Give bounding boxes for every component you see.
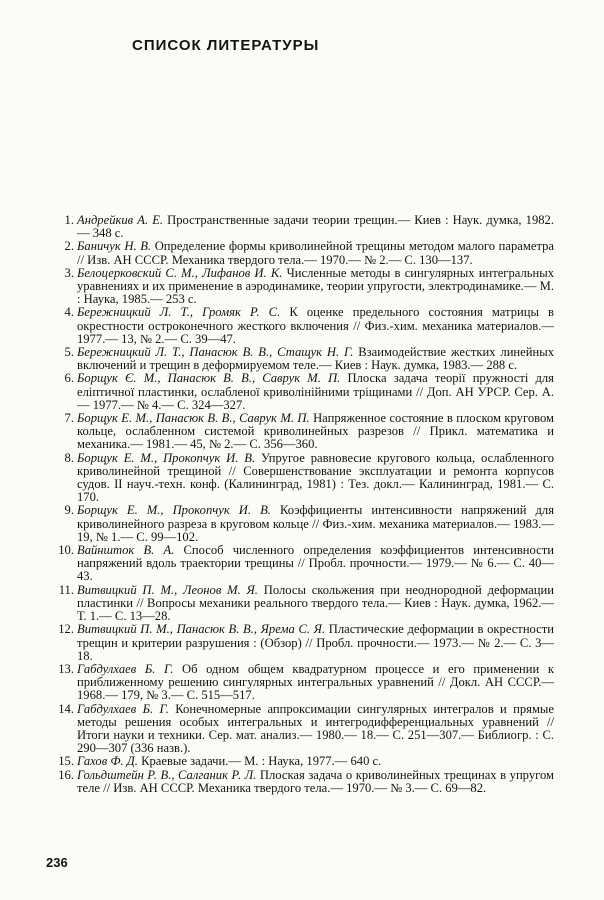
reference-item <box>58 214 554 240</box>
reference-text: Коэффициенты интенсивности напряжений для криволинейного разреза в круговом кольце // Физ.-хим. механика материалов.— 1983.— 19, № 1.— С. 99—102. <box>77 503 555 544</box>
reference-item <box>58 240 554 266</box>
reference-authors: Витвицкий П. М., Леонов М. Я. <box>77 582 258 597</box>
reference-number: 3. <box>64 265 74 280</box>
reference-item <box>58 703 554 756</box>
reference-number: 5. <box>64 345 74 360</box>
reference-number: 13. <box>58 661 74 676</box>
reference-authors: Борщук Е. М., Прокопчук И. В. <box>77 450 256 465</box>
reference-authors: Габдулхаев Б. Г. <box>77 661 174 676</box>
reference-authors: Баничук Н. В. <box>77 239 152 254</box>
page-number: 236 <box>46 855 68 870</box>
reference-number: 12. <box>58 622 74 637</box>
reference-list <box>58 214 554 795</box>
reference-text: Краевые задачи.— М. : Наука, 1977.— 640 с. <box>141 754 382 769</box>
reference-number: 14. <box>58 701 74 716</box>
reference-number: 16. <box>58 767 74 782</box>
reference-authors: Андрейкив А. Е. <box>77 213 164 227</box>
reference-number: 7. <box>64 411 74 426</box>
reference-authors: Бережницкий Л. Т., Панасюк В. В., Стащук Н. Г. <box>77 345 354 360</box>
reference-text: Пространственные задачи теории трещин.— Киев : Наук. думка, 1982.— 348 с. <box>77 213 554 241</box>
reference-text: Взаимодействие жестких линейных включений и трещин в деформируемом теле.— Киев : Наук. думка, 1983.— 288 с. <box>77 345 554 373</box>
reference-number: 11. <box>58 582 74 597</box>
reference-text: К оценке предельного состояния матрицы в окрестности остроконечного жесткого включения // Физ.-хим. механика материалов.— 1977.— 13, № 2.— С. 39—47. <box>77 305 554 346</box>
reference-number: 10. <box>58 543 74 558</box>
reference-number: 2. <box>64 239 74 254</box>
reference-number: 1. <box>64 213 74 227</box>
reference-text: Конечномерные аппроксимации сингулярных интегралов и прямые методы решения особых интегральных и интегродифференциальных уравнений // Итоги науки и техники. Сер. мат. анализ.— 1980.— 18.— С. 251—307.— Библиогр. : С. 290—307 (336 назв.). <box>77 701 554 756</box>
reference-item <box>58 584 554 624</box>
reference-text: Численные методы в сингулярных интегральных уравнениях и их применение в аэродинамике, теории упругости, электродинамике.— М. : Наука, 1985.— 253 с. <box>77 265 555 307</box>
reference-authors: Борщук Е. М., Прокопчук И. В. <box>77 503 271 518</box>
reference-text: Плоска задача теорії пружності для еліптичної пластинки, ослабленої криволінійними тріщинами // Доп. АН УРСР. Сер. А.— 1977.— № 4.— С. 324—327. <box>77 371 554 412</box>
reference-number: 6. <box>64 371 74 386</box>
reference-text: Способ численного определения коэффициентов интенсивности напряжений вдоль траектории трещины // Пробл. прочности.— 1979.— № 6.— С. 40—43. <box>77 543 554 584</box>
reference-item <box>58 372 554 412</box>
reference-authors: Гахов Ф. Д. <box>77 754 138 769</box>
reference-item <box>58 346 554 372</box>
reference-item <box>58 412 554 452</box>
reference-text: Упругое равновесие кругового кольца, ослабленного криволинейной трещиной // Совершенствование эксплуатации и ремонта корпусов судов. II науч.-техн. конф. (Калининград, 1981) : Тез. докл.— Калининград, 1981.— С. 170. <box>77 450 554 505</box>
reference-item <box>58 623 554 663</box>
reference-text: Пластические деформации в окрестности трещин и критерии разрушения : (Обзор) // Пробл. прочности.— 1973.— № 2.— С. 3—18. <box>77 622 554 663</box>
reference-text: Полосы скольжения при неоднородной деформации пластинки // Вопросы механики реального твердого тела.— Киев : Наук. думка, 1962.— Т. 1.— С. 13—28. <box>77 582 554 624</box>
reference-authors: Борщук Е. М., Панасюк В. В., Саврук М. П. <box>77 411 310 426</box>
reference-authors: Гольдштейн Р. В., Салганик Р. Л. <box>77 767 257 782</box>
reference-item <box>58 452 554 505</box>
page-title: СПИСОК ЛИТЕРАТУРЫ <box>132 37 320 54</box>
reference-item <box>58 504 554 544</box>
reference-item <box>58 663 554 703</box>
reference-authors: Габдулхаев Б. Г. <box>77 701 169 716</box>
reference-item <box>58 769 554 795</box>
reference-number: 9. <box>64 503 74 518</box>
reference-authors: Вайншток В. А. <box>77 543 175 558</box>
reference-authors: Витвицкий П. М., Панасюк В. В., Ярема С. Я. <box>77 622 326 637</box>
reference-item <box>58 267 554 307</box>
reference-authors: Белоцерковский С. М., Лифанов И. К. <box>77 265 283 280</box>
reference-number: 4. <box>64 305 74 320</box>
reference-item <box>58 306 554 346</box>
reference-text: Плоская задача о криволинейных трещинах в упругом теле // Изв. АН СССР. Механика твердого тела.— 1970.— № 3.— С. 69—82. <box>77 767 554 795</box>
reference-text: Об одном общем квадратурном процессе и его применении к приближенному решению сингулярных интегральных уравнений // Докл. АН СССР.— 1968.— 179, № 3.— С. 515—517. <box>77 661 554 703</box>
reference-text: Напряженное состояние в плоском круговом кольце, ослабленном системой криволинейных разрезов // Прикл. математика и механика.— 1981.— 45, № 2.— С. 356—360. <box>77 411 555 452</box>
reference-text: Определение формы криволинейной трещины методом малого параметра // Изв. АН СССР. Механика твердого тела.— 1970.— № 2.— С. 130—137. <box>77 239 554 267</box>
reference-authors: Бережницкий Л. Т., Громяк Р. С. <box>77 305 281 320</box>
reference-number: 8. <box>64 450 74 465</box>
reference-item <box>58 544 554 584</box>
reference-authors: Борщук Є. М., Панасюк В. В., Саврук М. П. <box>77 371 341 386</box>
reference-number: 15. <box>58 754 74 769</box>
